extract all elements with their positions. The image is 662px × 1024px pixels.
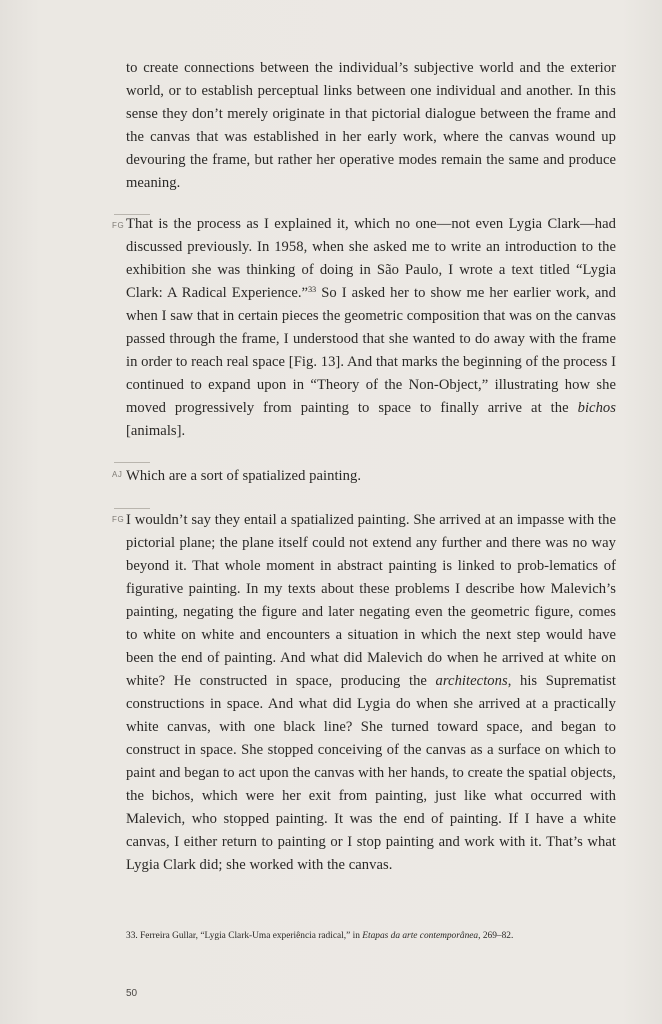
footnote-reference[interactable]: 33 [308,285,317,294]
body-text: I wouldn’t say they entail a spatialized painting. She arrived at an impasse with the pictorial plane; the plane itself could not extend any further and there was no way beyond it. That whole moment in abstract painting is linked to prob-lematics of figurative painting. In my texts about these problems I describe how Malevich’s painting, negating the figure and later negating even the geometric figure, comes to white on white and encounters a situation in which the next step would have been the end of painting. And what did Malevich do when he arrived at white on white? He constructed in space, producing the architectons, his Suprematist constructions in space. And what did Lygia do when she arrived at a practically white canvas, with one black line? She turned toward space, and began to construct in space. She stopped conceiving of the canvas as a surface on which to paint and began to act upon the canvas with her hands, to create the spatial objects, the bichos, which were her exit from painting, just like what occurred with Malevich, who stopped painting. It was the end of painting. If I have a white canvas, I either return to painting or I stop painting and work with it. That’s what Lygia Clark did; she worked with the canvas. [126,512,617,873]
paragraph-fg-2 [126,509,616,877]
paragraph-continued [126,57,616,195]
speaker-label-aj: AJ [112,470,123,479]
speaker-rule [114,462,150,463]
paragraph-fg-1 [126,213,616,443]
body-text: to create connections between the individual’s subjective world and the exterior world, or to establish perceptual links between one individual and another. In this sense they don’t merely originate in that pictorial dialogue between the frame and the canvas that was established in her early work, where the canvas wound up devouring the frame, but rather her operative modes remain the same and produce meaning. [126,60,616,191]
body-text: That is the process as I explained it, which no one—not even Lygia Clark—had discussed previously. In 1958, when she asked me to write an introduction to the exhibition she was thinking of doing in São Paulo, I wrote a text titled “Lygia Clark: A Radical Experience.”$^{33}$ So I asked her to show me her earlier work, and when I saw that in certain pieces the geometric composition that was on the canvas passed through the frame, I understood that she wanted to do away with the frame in order to reach real space [Fig. 13]. And that marks the beginning of the process I continued to expand upon in “Theory of the Non-Object,” illustrating how she moved progressively from painting to space to finally arrive at the bichos [animals]. [126,216,616,439]
footnote: 33. Ferreira Gullar, “Lygia Clark-Uma experiência radical,” in Etapas da arte contemporânea, 269–82. [126,931,514,941]
speaker-label-fg: FG [112,221,125,230]
page-number: 50 [126,988,138,999]
body-text: Which are a sort of spatialized painting. [126,468,362,484]
paragraph-aj [126,465,616,488]
speaker-label-fg: FG [112,515,125,524]
